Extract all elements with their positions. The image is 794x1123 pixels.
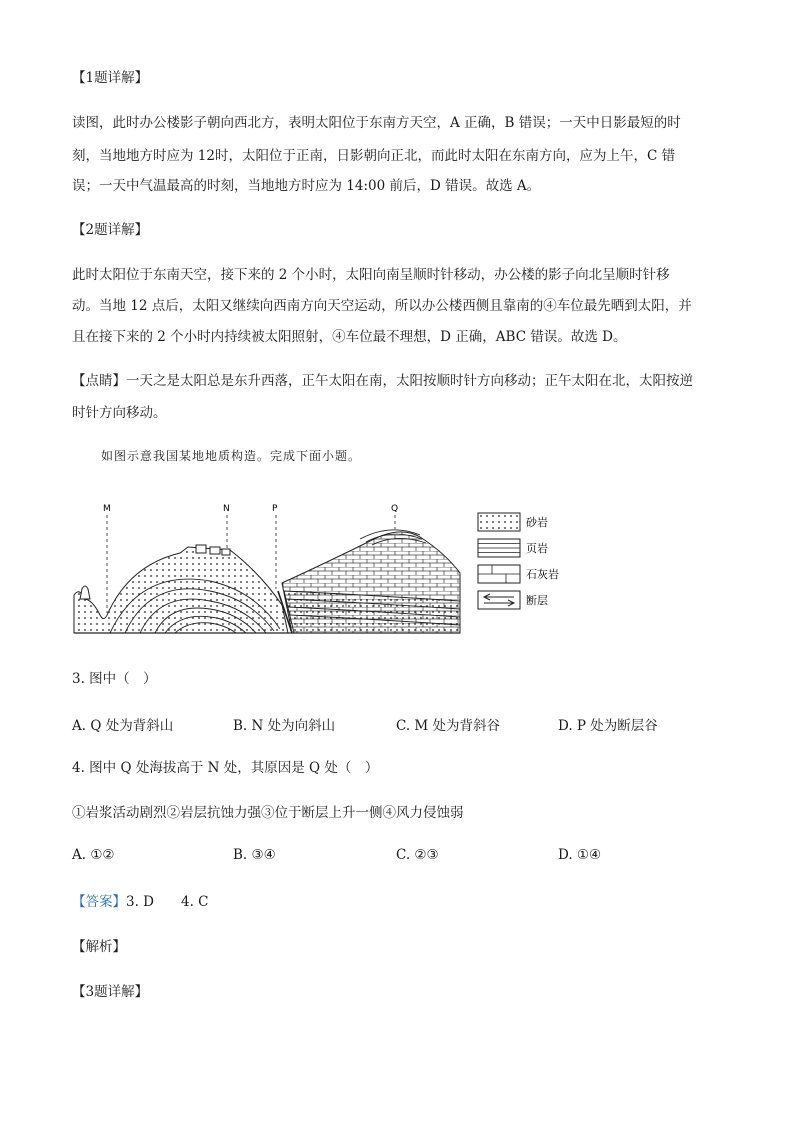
q2-line-3: 且在接下来的 2 个小时内持续被太阳照射，④车位最不理想，D 正确，ABC 错误。故选 D。 (72, 329, 627, 345)
q2-heading: 【2题详解】 (72, 222, 149, 238)
q4-statements: ①岩浆活动剧烈②岩层抗蚀力强③位于断层上升一侧④风力侵蚀弱 (72, 805, 464, 821)
analysis-heading: 【解析】 (72, 939, 126, 955)
geology-figure (70, 495, 559, 645)
answer-value: 3. D 4. C (126, 894, 209, 910)
q2-line-1: 此时太阳位于东南天空，接下来的 2 个小时，太阳向南呈顺时针移动，办公楼的影子向北呈顺时针移 (72, 267, 670, 283)
legend-swatch-limestone (478, 565, 520, 583)
legend-label-limestone: 石灰岩 (526, 568, 559, 581)
q4-option-c[interactable]: C. ②③ (396, 847, 439, 863)
answer-label: 【答案】 (72, 894, 126, 910)
legend-label-shale: 页岩 (526, 542, 548, 555)
left-pillar (80, 586, 90, 599)
legend-label-sandstone: 砂岩 (526, 516, 548, 529)
q4-option-b[interactable]: B. ③④ (233, 847, 276, 863)
q4-option-d[interactable]: D. ①④ (558, 847, 602, 863)
q1-line-3: 误；一天中气温最高的时刻，当地地方时应为 14:00 前后，D 错误。故选 A。 (72, 178, 541, 194)
label-q: Q (391, 504, 399, 514)
label-p: P (272, 504, 278, 514)
q2-line-2: 动。当地 12 点后，太阳又继续向西南方向天空运动，所以办公楼西侧且靠南的④车位最先晒到太阳，并 (72, 298, 692, 314)
legend-swatch-fault (478, 591, 520, 609)
label-n: N (223, 504, 230, 514)
tip-line-1: 【点睛】一天之是太阳总是东升西落，正午太阳在南，太阳按顺时针方向移动；正午太阳在北，太阳按逆 (72, 373, 693, 389)
summit-blocks (196, 545, 230, 555)
q1-heading: 【1题详解】 (72, 70, 149, 86)
answer-line (72, 892, 209, 912)
q1-line-1: 读图，此时办公楼影子朝向西北方，表明太阳位于东南方天空，A 正确，B 错误；一天中日影最短的时 (72, 115, 681, 131)
label-m: M (103, 504, 111, 514)
q3-detail-heading: 【3题详解】 (72, 984, 149, 1000)
q1-line-2: 刻，当地地方时应为 12时，太阳位于正南，日影朝向正北，而此时太阳在东南方向，应为上午，C 错 (72, 148, 676, 164)
q4-option-a[interactable]: A. ①② (72, 847, 115, 863)
legend (478, 513, 559, 609)
legend-label-fault: 断层 (526, 594, 548, 607)
legend-swatch-sandstone (478, 513, 520, 531)
legend-swatch-shale (478, 539, 520, 557)
q3-stem: 3. 图中（ ） (72, 671, 157, 687)
figure-intro: 如图示意我国某地地质构造。完成下面小题。 (101, 449, 362, 463)
q3-option-b[interactable]: B. N 处为向斜山 (233, 718, 336, 734)
q3-option-d[interactable]: D. P 处为断层谷 (558, 718, 658, 734)
q3-option-c[interactable]: C. M 处为背斜谷 (396, 718, 501, 734)
q3-option-a[interactable]: A. Q 处为背斜山 (72, 718, 174, 734)
q4-stem: 4. 图中 Q 处海拔高于 N 处，其原因是 Q 处（ ） (72, 760, 379, 776)
tip-line-2: 时针方向移动。 (72, 405, 167, 421)
